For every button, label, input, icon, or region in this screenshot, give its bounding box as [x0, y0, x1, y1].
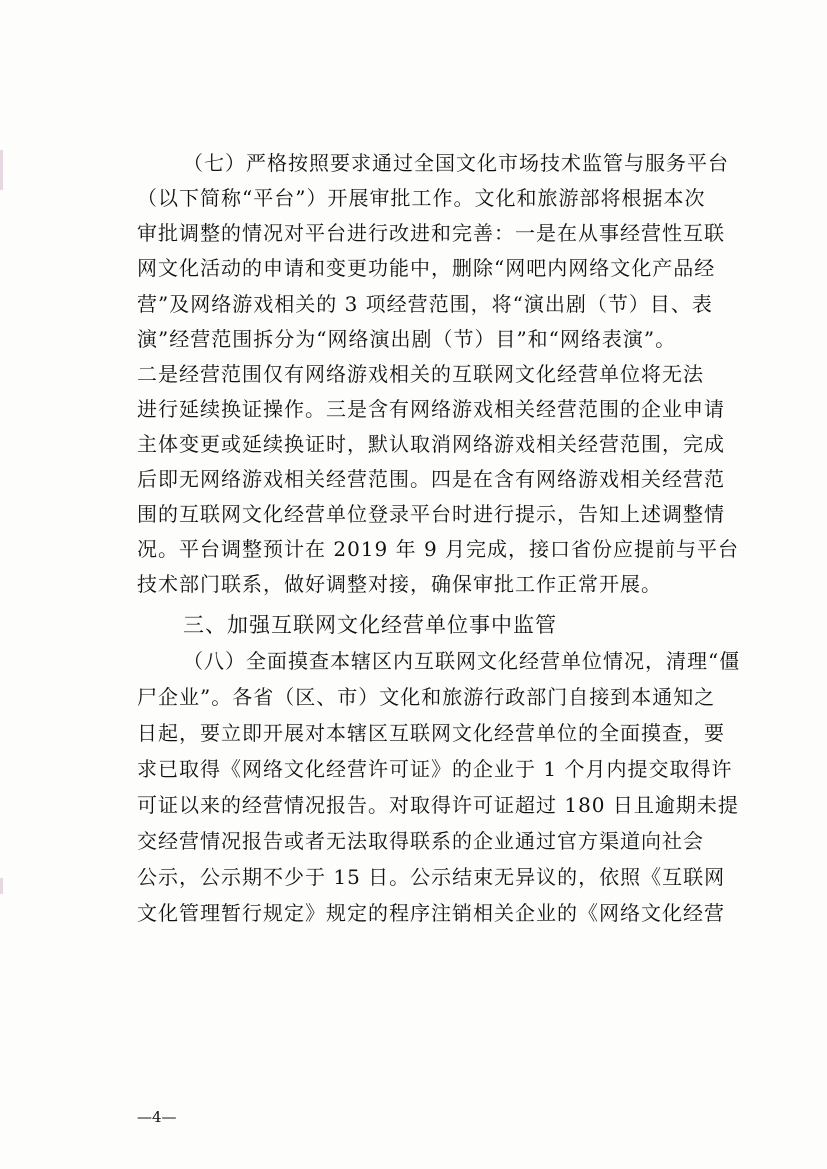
- paragraph-line: 可证以来的经营情况报告。对取得许可证超过 180 日且逾期未提: [137, 793, 739, 817]
- paragraph-line: 技术部门联系，做好调整对接，确保审批工作正常开展。: [137, 572, 662, 596]
- paragraph-line: 日起，要立即开展对本辖区互联网文化经营单位的全面摸查，要: [137, 721, 725, 745]
- paragraph-line: 主体变更或延续换证时，默认取消网络游戏相关经营范围，完成: [137, 432, 725, 456]
- paragraph-line: （八）全面摸查本辖区内互联网文化经营单位情况，清理“僵: [183, 649, 741, 673]
- paragraph-line: 二是经营范围仅有网络游戏相关的互联网文化经营单位将无法: [137, 362, 704, 386]
- paragraph-line: 交经营情况报告或者无法取得联系的企业通过官方渠道向社会: [137, 829, 704, 853]
- scan-edge-mark: [0, 878, 3, 894]
- paragraph-line: 文化管理暂行规定》规定的程序注销相关企业的《网络文化经营: [137, 901, 725, 925]
- paragraph-line: 网文化活动的申请和变更功能中，删除“网吧内网络文化产品经: [137, 256, 716, 280]
- paragraph-line: 尸企业”。各省（区、市）文化和旅游行政部门自接到本通知之: [137, 685, 716, 709]
- paragraph-line: 公示，公示期不少于 15 日。公示结束无异议的，依照《互联网: [137, 865, 726, 889]
- paragraph-line: 后即无网络游戏相关经营范围。四是在含有网络游戏相关经营范: [137, 467, 725, 491]
- paragraph-line: 审批调整的情况对平台进行改进和完善：一是在从事经营性互联: [137, 221, 725, 245]
- paragraph-line: 进行延续换证操作。三是含有网络游戏相关经营范围的企业申请: [137, 397, 725, 421]
- page-number: —4—: [137, 1108, 177, 1126]
- paragraph-line: 求已取得《网络文化经营许可证》的企业于 1 个月内提交取得许: [137, 757, 733, 781]
- paragraph-line: （以下简称“平台”）开展审批工作。文化和旅游部将根据本次: [137, 186, 706, 210]
- paragraph-line: 营”及网络游戏相关的 3 项经营范围，将“演出剧（节）目、表: [137, 292, 713, 316]
- paragraph-line: （七）严格按照要求通过全国文化市场技术监管与服务平台: [183, 151, 729, 175]
- paragraph-line: 况。平台调整预计在 2019 年 9 月完成，接口省份应提前与平台: [137, 537, 740, 561]
- section-heading: 三、加强互联网文化经营单位事中监管: [183, 613, 557, 637]
- paragraph-line: 围的互联网文化经营单位登录平台时进行提示，告知上述调整情: [137, 502, 725, 526]
- paragraph-line: 演”经营范围拆分为“网络演出剧（节）目”和“网络表演”。: [137, 327, 677, 351]
- scan-edge-mark: [0, 150, 3, 190]
